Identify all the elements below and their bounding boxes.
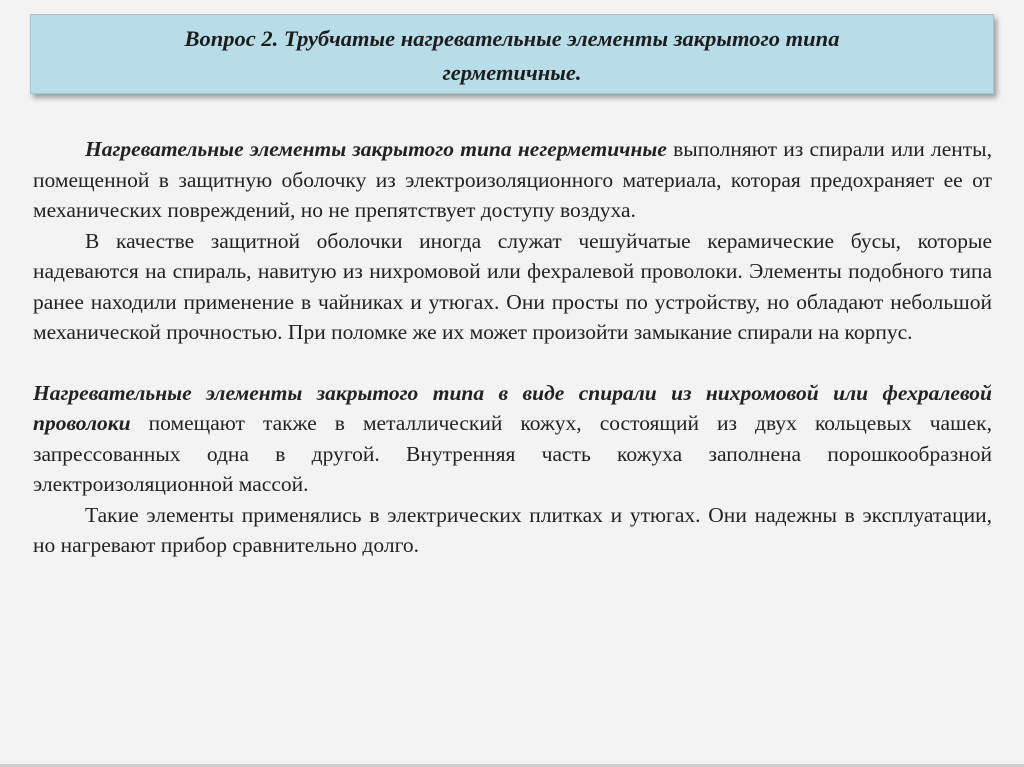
paragraph-4: Такие элементы применялись в электрических плитках и утюгах. Они надежны в эксплуатации, но нагревают прибор сравнительно долго. <box>33 502 992 557</box>
paragraph-2: В качестве защитной оболочки иногда служат чешуйчатые керамические бусы, которые надеваются на спираль, навитую из нихромовой или фехралевой проволоки. Элементы подобного типа ранее находили применение в чайниках и утюгах. Они просты по устройству, но обладают небольшой механической прочностью. При поломке же их может произойти замыкание спирали на корпус. <box>33 228 992 344</box>
paragraph-1 <box>33 134 992 226</box>
paragraph-1-text: выполняют из спирали или ленты, помещенной в защитную оболочку из электроизоляционного материала, которая предохраняет ее от механических повреждений, но не препятствует доступу воздуха. <box>33 137 992 222</box>
title-line-1: Вопрос 2. Трубчатые нагревательные элементы закрытого типа <box>184 26 840 51</box>
paragraph-3 <box>33 378 992 500</box>
paragraph-3-emphasis: Нагревательные элементы закрытого типа в виде спирали из нихромовой или фехралевой проволоки <box>33 380 992 435</box>
paragraph-1-emphasis: Нагревательные элементы закрытого типа негерметичные <box>85 137 667 161</box>
body-text <box>33 134 992 561</box>
title-line-2: герметичные. <box>442 60 582 85</box>
paragraph-3-text: помещают также в металлический кожух, состоящий из двух кольцевых чашек, запрессованных одна в другой. Внутренняя часть кожуха заполнена порошкообразной электроизоляционной массой. <box>33 411 992 496</box>
title-box <box>30 14 994 94</box>
paragraph-gap <box>33 348 992 378</box>
